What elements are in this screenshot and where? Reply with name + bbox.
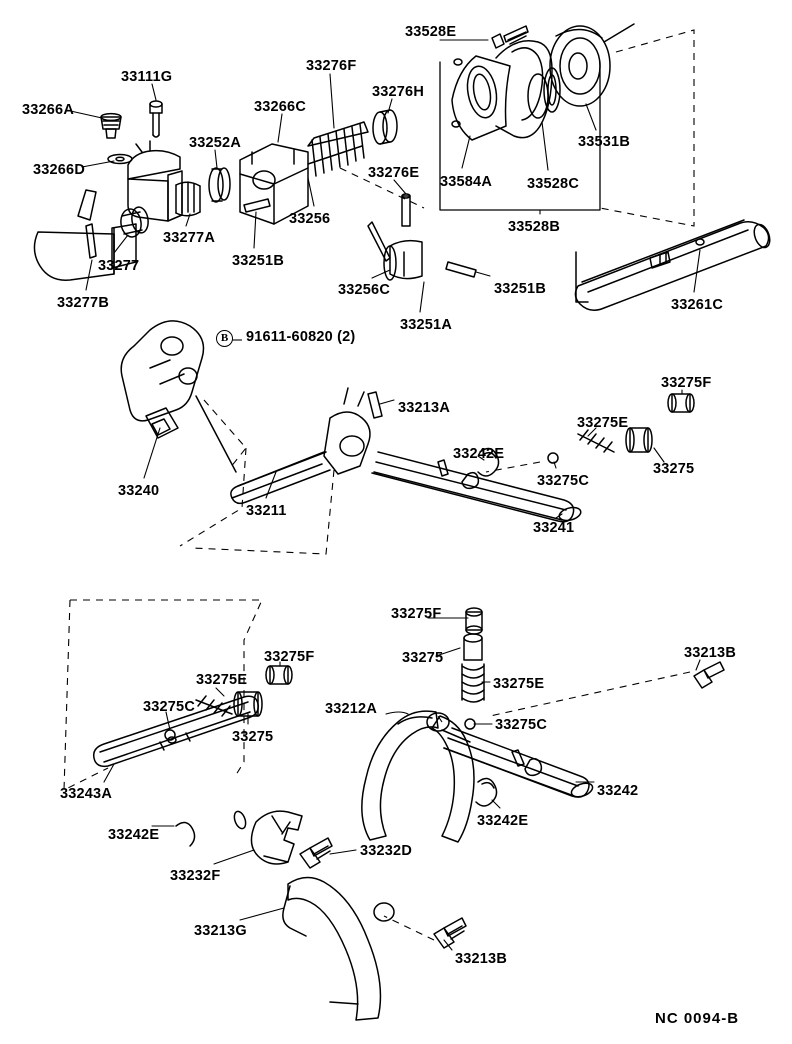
callout-33242E-mid: 33242E [453, 446, 505, 462]
callout-33243A: 33243A [60, 786, 112, 802]
callout-33275F-center: 33275F [391, 606, 442, 622]
part-33275F-left [266, 666, 292, 684]
callout-33275-mid: 33275 [653, 461, 695, 477]
callout-33213B-right: 33213B [684, 645, 736, 661]
callout-33266C: 33266C [254, 99, 306, 115]
callout-33266D: 33266D [33, 162, 85, 178]
part-33277 [119, 206, 150, 238]
part-33275-mid [626, 428, 652, 452]
part-33275E-mid [578, 430, 614, 452]
part-33251B-right [446, 262, 476, 277]
part-33251B-top [244, 199, 270, 212]
callout-33242E-right: 33242E [477, 813, 529, 829]
callout-33276E: 33276E [368, 165, 420, 181]
part-33275C-left [165, 730, 175, 740]
callout-33276F: 33276F [306, 58, 357, 74]
callout-33531B: 33531B [578, 134, 630, 150]
callout-33276H: 33276H [372, 84, 424, 100]
callout-33213B-bottom: 33213B [455, 951, 507, 967]
part-33275-center [464, 634, 482, 660]
callout-33266A: 33266A [22, 102, 74, 118]
callout-33111G: 33111G [121, 69, 173, 85]
part-33531B [550, 24, 634, 106]
part-33232F [251, 811, 302, 864]
part-33252A [209, 168, 230, 202]
part-33276H [373, 110, 397, 144]
callout-33252A: 33252A [189, 135, 241, 151]
part-33111G [150, 101, 162, 137]
callout-33275-center: 33275 [402, 650, 444, 666]
callout-33275F-mid: 33275F [661, 375, 712, 391]
callout-33251B-right: 33251B [494, 281, 546, 297]
part-33266A [101, 114, 121, 138]
callout-33275E-center: 33275E [493, 676, 545, 692]
callout-33275-left: 33275 [232, 729, 274, 745]
part-33528E [492, 26, 528, 48]
callout-33584A: 33584A [440, 174, 492, 190]
callout-33251B-top: 33251B [232, 253, 284, 269]
callout-33211: 33211 [246, 503, 287, 519]
part-33276F [308, 122, 368, 176]
part-33275E-left [196, 696, 232, 716]
part-33212A [362, 711, 474, 842]
callout-33528E: 33528E [405, 24, 457, 40]
part-33584A [452, 56, 510, 140]
callout-33277A: 33277A [163, 230, 215, 246]
part-33277B [86, 224, 96, 258]
part-seal-ring [544, 68, 560, 112]
callout-33275E-left: 33275E [196, 672, 248, 688]
callout-33275C-right: 33275C [495, 717, 547, 733]
callout-33212A: 33212A [325, 701, 377, 717]
callout-33528B: 33528B [508, 219, 560, 235]
callout-33277B: 33277B [57, 295, 109, 311]
bolt-note-label: 91611-60820 (2) [246, 329, 356, 345]
part-33275F-mid [668, 394, 694, 412]
callout-33240: 33240 [118, 483, 160, 499]
part-33256C [384, 241, 422, 280]
callout-33275F-left: 33275F [264, 649, 315, 665]
part-33266D [108, 155, 132, 164]
callout-33256: 33256 [289, 211, 331, 227]
part-33242 [444, 728, 594, 799]
part-33232D [300, 838, 332, 868]
bolt-note-symbol: B [216, 330, 233, 347]
part-33275C-mid [548, 453, 558, 463]
callout-33528C: 33528C [527, 176, 579, 192]
callout-33213G: 33213G [194, 923, 247, 939]
callout-33277: 33277 [98, 258, 140, 274]
callout-33242E-left: 33242E [108, 827, 160, 843]
part-33277A [176, 182, 200, 216]
callout-33261C: 33261C [671, 297, 723, 313]
part-33213G [283, 877, 394, 1020]
part-33211 [231, 388, 370, 503]
part-33251A [368, 222, 390, 261]
part-33275F-center [466, 608, 482, 634]
callout-33232D: 33232D [360, 843, 412, 859]
diagram-footer-code: NC 0094-B [655, 1010, 740, 1027]
callout-33232F: 33232F [170, 868, 221, 884]
callout-33251A: 33251A [400, 317, 452, 333]
part-33213A [368, 392, 382, 418]
part-33275E-center [462, 664, 484, 702]
part-33242E-left [176, 822, 195, 846]
part-33213B-bottom [434, 918, 466, 948]
callout-33242: 33242 [597, 783, 639, 799]
callout-33241: 33241 [533, 520, 575, 536]
callout-33275E-mid: 33275E [577, 415, 629, 431]
callout-33275C-mid: 33275C [537, 473, 589, 489]
callout-33213A: 33213A [398, 400, 450, 416]
part-33276E [402, 194, 410, 226]
callout-33256C: 33256C [338, 282, 390, 298]
part-33243A [94, 696, 259, 830]
part-33213B-right [694, 662, 724, 688]
callout-33275C-left: 33275C [143, 699, 195, 715]
